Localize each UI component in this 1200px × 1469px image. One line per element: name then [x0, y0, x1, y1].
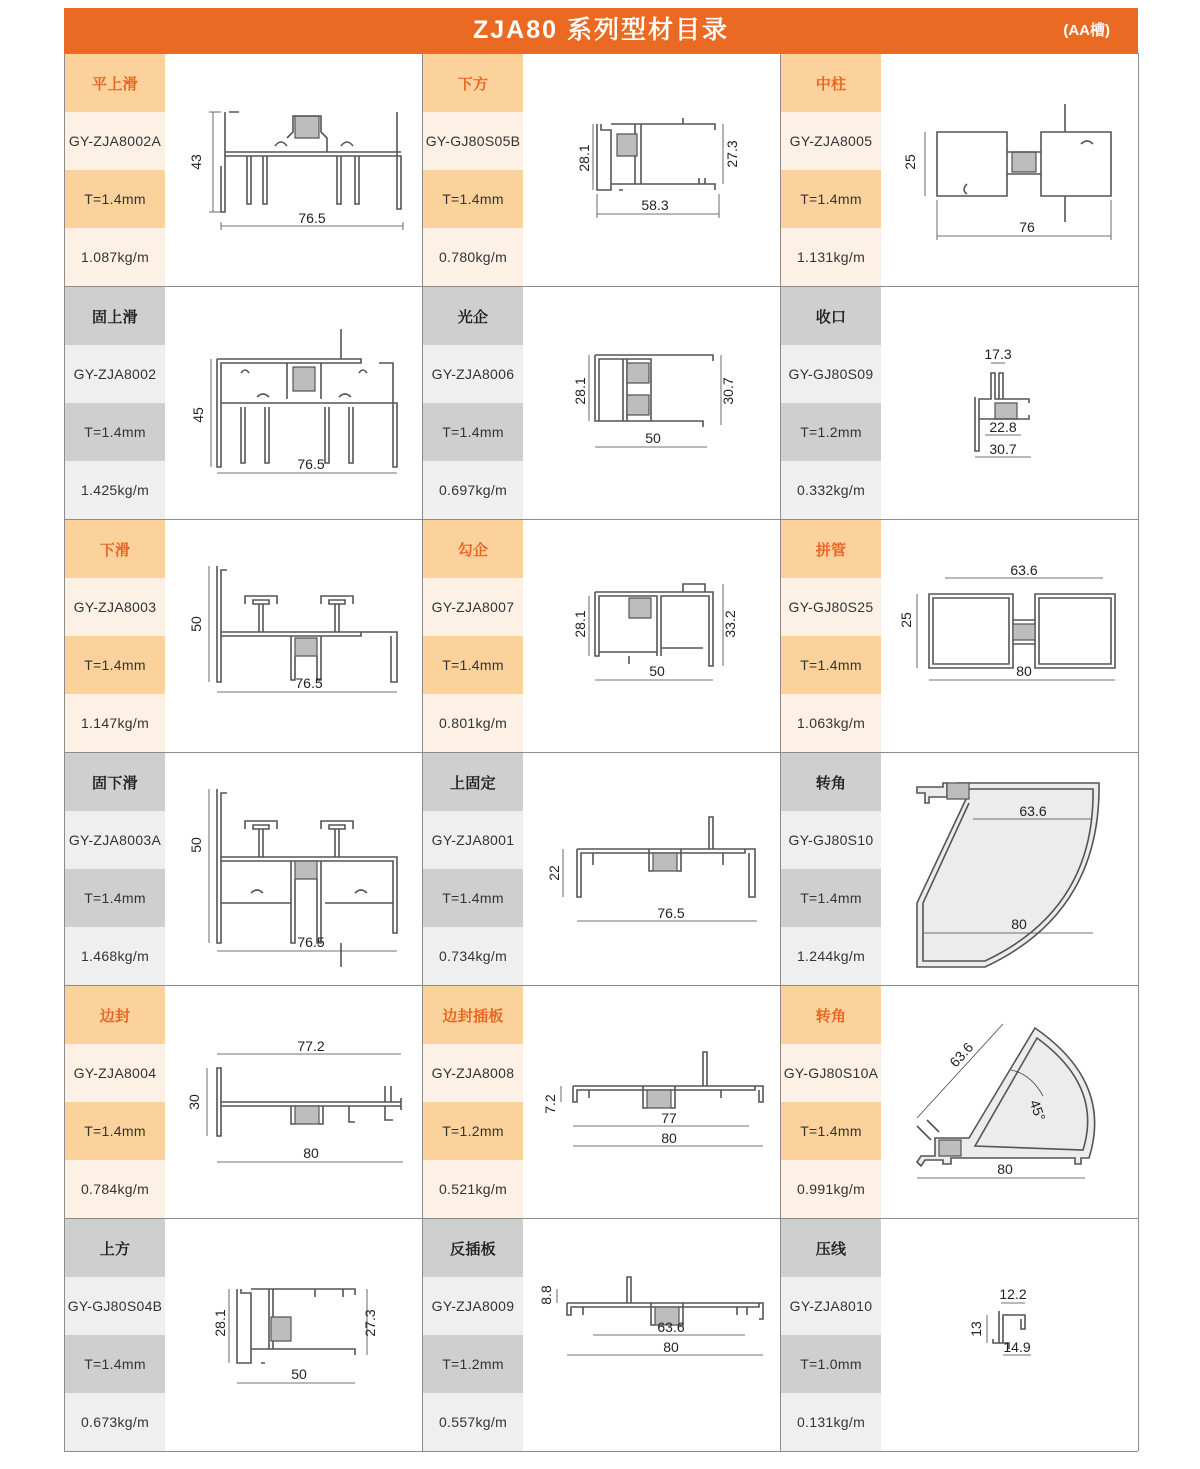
profile-drawing: [523, 54, 780, 286]
profile-name: 转角: [781, 753, 881, 811]
dimension-label: 63.6: [1019, 803, 1047, 819]
profile-code: GY-ZJA8007: [423, 578, 523, 636]
dimension-label: 50: [645, 430, 661, 446]
profile-card: [65, 985, 423, 1218]
profile-weight: 0.557kg/m: [423, 1393, 523, 1451]
profile-name: 边封: [65, 986, 165, 1044]
profile-name: 转角: [781, 986, 881, 1044]
dimension-label: 77: [661, 1110, 677, 1126]
profile-thickness: T=1.4mm: [423, 403, 523, 461]
profile-thickness: T=1.4mm: [423, 869, 523, 927]
profile-row: [65, 286, 1139, 519]
profile-weight: 0.991kg/m: [781, 1160, 881, 1218]
profile-drawing: [523, 986, 780, 1218]
dimension-label: 33.2: [722, 610, 738, 638]
profile-drawing: [523, 753, 780, 985]
dimension-label: 27.3: [724, 140, 740, 168]
profile-name: 压线: [781, 1219, 881, 1277]
profile-thickness: T=1.4mm: [65, 869, 165, 927]
profile-drawing: [881, 54, 1138, 286]
dimension-label: 17.3: [984, 346, 1012, 362]
dimension-label: 80: [1011, 916, 1027, 932]
profile-drawing: [881, 986, 1138, 1218]
dimension-label: 30: [186, 1094, 202, 1110]
profile-code: GY-ZJA8005: [781, 112, 881, 170]
profile-weight: 1.244kg/m: [781, 927, 881, 985]
dimension-label: 80: [1016, 663, 1032, 679]
profile-card: [423, 519, 781, 752]
profile-thickness: T=1.2mm: [781, 403, 881, 461]
profile-card: [65, 53, 423, 286]
profile-row: [65, 519, 1139, 752]
profile-code: GY-GJ80S09: [781, 345, 881, 403]
dimension-label: 77.2: [297, 1038, 325, 1054]
dimension-label: 14.9: [1003, 1339, 1031, 1355]
dimension-label: 28.1: [572, 377, 588, 405]
profile-name: 平上滑: [65, 54, 165, 112]
profile-weight: 0.673kg/m: [65, 1393, 165, 1451]
dimension-label: 80: [661, 1130, 677, 1146]
dimension-label: 30.7: [989, 441, 1017, 457]
dimension-label: 25: [898, 612, 914, 628]
dimension-label: 76: [1019, 219, 1035, 235]
profile-weight: 0.780kg/m: [423, 228, 523, 286]
profile-weight: 0.801kg/m: [423, 694, 523, 752]
profile-weight: 1.425kg/m: [65, 461, 165, 519]
profile-name: 下滑: [65, 520, 165, 578]
profile-code: GY-GJ80S04B: [65, 1277, 165, 1335]
profile-drawing: [523, 1219, 780, 1451]
profile-weight: 1.063kg/m: [781, 694, 881, 752]
dimension-label: 12.2: [999, 1286, 1027, 1302]
profile-card: [423, 752, 781, 985]
profile-drawing: [165, 753, 422, 985]
profile-card: [65, 519, 423, 752]
profile-card: [65, 752, 423, 985]
profile-code: GY-ZJA8001: [423, 811, 523, 869]
profile-row: [65, 1218, 1139, 1451]
dimension-label: 22.8: [989, 419, 1017, 435]
dimension-label: 45: [190, 407, 206, 423]
profile-code: GY-GJ80S10: [781, 811, 881, 869]
dimension-label: 58.3: [641, 197, 669, 213]
profile-thickness: T=1.4mm: [65, 1335, 165, 1393]
profile-card: [65, 286, 423, 519]
profile-weight: 1.147kg/m: [65, 694, 165, 752]
profile-code: GY-GJ80S05B: [423, 112, 523, 170]
profile-thickness: T=1.2mm: [423, 1102, 523, 1160]
profile-drawing: [881, 287, 1138, 519]
profile-weight: 0.521kg/m: [423, 1160, 523, 1218]
profile-grid: [64, 53, 1138, 1452]
dimension-label: 50: [188, 616, 204, 632]
profile-code: GY-ZJA8004: [65, 1044, 165, 1102]
profile-thickness: T=1.4mm: [65, 403, 165, 461]
profile-code: GY-GJ80S25: [781, 578, 881, 636]
profile-thickness: T=1.0mm: [781, 1335, 881, 1393]
profile-weight: 0.697kg/m: [423, 461, 523, 519]
profile-card: [781, 752, 1139, 985]
profile-name: 拼管: [781, 520, 881, 578]
dimension-label: 50: [291, 1366, 307, 1382]
profile-code: GY-ZJA8003A: [65, 811, 165, 869]
profile-drawing: [523, 287, 780, 519]
dimension-label: 28.1: [212, 1309, 228, 1337]
profile-card: [781, 53, 1139, 286]
dimension-label: 80: [663, 1339, 679, 1355]
profile-thickness: T=1.4mm: [781, 869, 881, 927]
dimension-label: 76.5: [297, 456, 325, 472]
dimension-label: 43: [188, 154, 204, 170]
profile-card: [781, 519, 1139, 752]
profile-card: [65, 1218, 423, 1451]
profile-code: GY-ZJA8010: [781, 1277, 881, 1335]
profile-drawing: [165, 54, 422, 286]
profile-weight: 0.734kg/m: [423, 927, 523, 985]
catalog-title: ZJA80 系列型材目录: [473, 16, 729, 44]
profile-weight: 0.784kg/m: [65, 1160, 165, 1218]
dimension-label: 45°: [1026, 1097, 1049, 1123]
profile-name: 收口: [781, 287, 881, 345]
catalog-header: [64, 8, 1138, 53]
profile-thickness: T=1.4mm: [65, 170, 165, 228]
profile-code: GY-ZJA8002: [65, 345, 165, 403]
dimension-label: 80: [303, 1145, 319, 1161]
profile-drawing: [165, 287, 422, 519]
profile-drawing: [165, 1219, 422, 1451]
dimension-label: 30.7: [720, 377, 736, 405]
dimension-label: 28.1: [576, 144, 592, 172]
profile-thickness: T=1.4mm: [65, 636, 165, 694]
catalog-subtitle: (AA槽): [1063, 22, 1110, 39]
profile-name: 中柱: [781, 54, 881, 112]
profile-thickness: T=1.4mm: [781, 170, 881, 228]
profile-code: GY-ZJA8006: [423, 345, 523, 403]
profile-name: 边封插板: [423, 986, 523, 1044]
profile-name: 上固定: [423, 753, 523, 811]
profile-drawing: [165, 520, 422, 752]
dimension-label: 63.6: [1010, 562, 1038, 578]
profile-thickness: T=1.2mm: [423, 1335, 523, 1393]
profile-drawing: [881, 520, 1138, 752]
dimension-label: 50: [188, 837, 204, 853]
profile-code: GY-ZJA8008: [423, 1044, 523, 1102]
profile-card: [423, 53, 781, 286]
dimension-label: 7.2: [542, 1094, 558, 1114]
profile-thickness: T=1.4mm: [65, 1102, 165, 1160]
profile-code: GY-ZJA8003: [65, 578, 165, 636]
dimension-label: 50: [649, 663, 665, 679]
profile-row: [65, 53, 1139, 286]
profile-weight: 1.468kg/m: [65, 927, 165, 985]
dimension-label: 76.5: [298, 210, 326, 226]
profile-drawing: [881, 1219, 1138, 1451]
dimension-label: 63.6: [946, 1039, 977, 1071]
dimension-label: 28.1: [572, 610, 588, 638]
profile-name: 光企: [423, 287, 523, 345]
profile-name: 上方: [65, 1219, 165, 1277]
profile-weight: 0.332kg/m: [781, 461, 881, 519]
profile-drawing: [165, 986, 422, 1218]
profile-card: [781, 286, 1139, 519]
profile-thickness: T=1.4mm: [781, 1102, 881, 1160]
catalog-page: [64, 8, 1138, 1452]
dimension-label: 63.6: [657, 1319, 685, 1335]
dimension-label: 27.3: [362, 1309, 378, 1337]
dimension-label: 76.5: [295, 675, 323, 691]
profile-code: GY-ZJA8009: [423, 1277, 523, 1335]
profile-weight: 1.131kg/m: [781, 228, 881, 286]
profile-name: 固下滑: [65, 753, 165, 811]
profile-card: [423, 1218, 781, 1451]
profile-code: GY-GJ80S10A: [781, 1044, 881, 1102]
profile-card: [781, 985, 1139, 1218]
dimension-label: 80: [997, 1161, 1013, 1177]
dimension-label: 76.5: [657, 905, 685, 921]
profile-name: 勾企: [423, 520, 523, 578]
dimension-label: 22: [546, 865, 562, 881]
profile-thickness: T=1.4mm: [423, 636, 523, 694]
profile-name: 固上滑: [65, 287, 165, 345]
dimension-label: 8.8: [538, 1285, 554, 1305]
profile-drawing: [523, 520, 780, 752]
dimension-label: 76.5: [297, 934, 325, 950]
profile-card: [423, 985, 781, 1218]
dimension-label: 13: [968, 1321, 984, 1337]
profile-thickness: T=1.4mm: [423, 170, 523, 228]
profile-code: GY-ZJA8002A: [65, 112, 165, 170]
profile-name: 反插板: [423, 1219, 523, 1277]
profile-row: [65, 985, 1139, 1218]
profile-weight: 0.131kg/m: [781, 1393, 881, 1451]
profile-card: [423, 286, 781, 519]
profile-card: [781, 1218, 1139, 1451]
profile-thickness: T=1.4mm: [781, 636, 881, 694]
profile-drawing: [881, 753, 1138, 985]
profile-name: 下方: [423, 54, 523, 112]
profile-weight: 1.087kg/m: [65, 228, 165, 286]
profile-row: [65, 752, 1139, 985]
dimension-label: 25: [902, 154, 918, 170]
